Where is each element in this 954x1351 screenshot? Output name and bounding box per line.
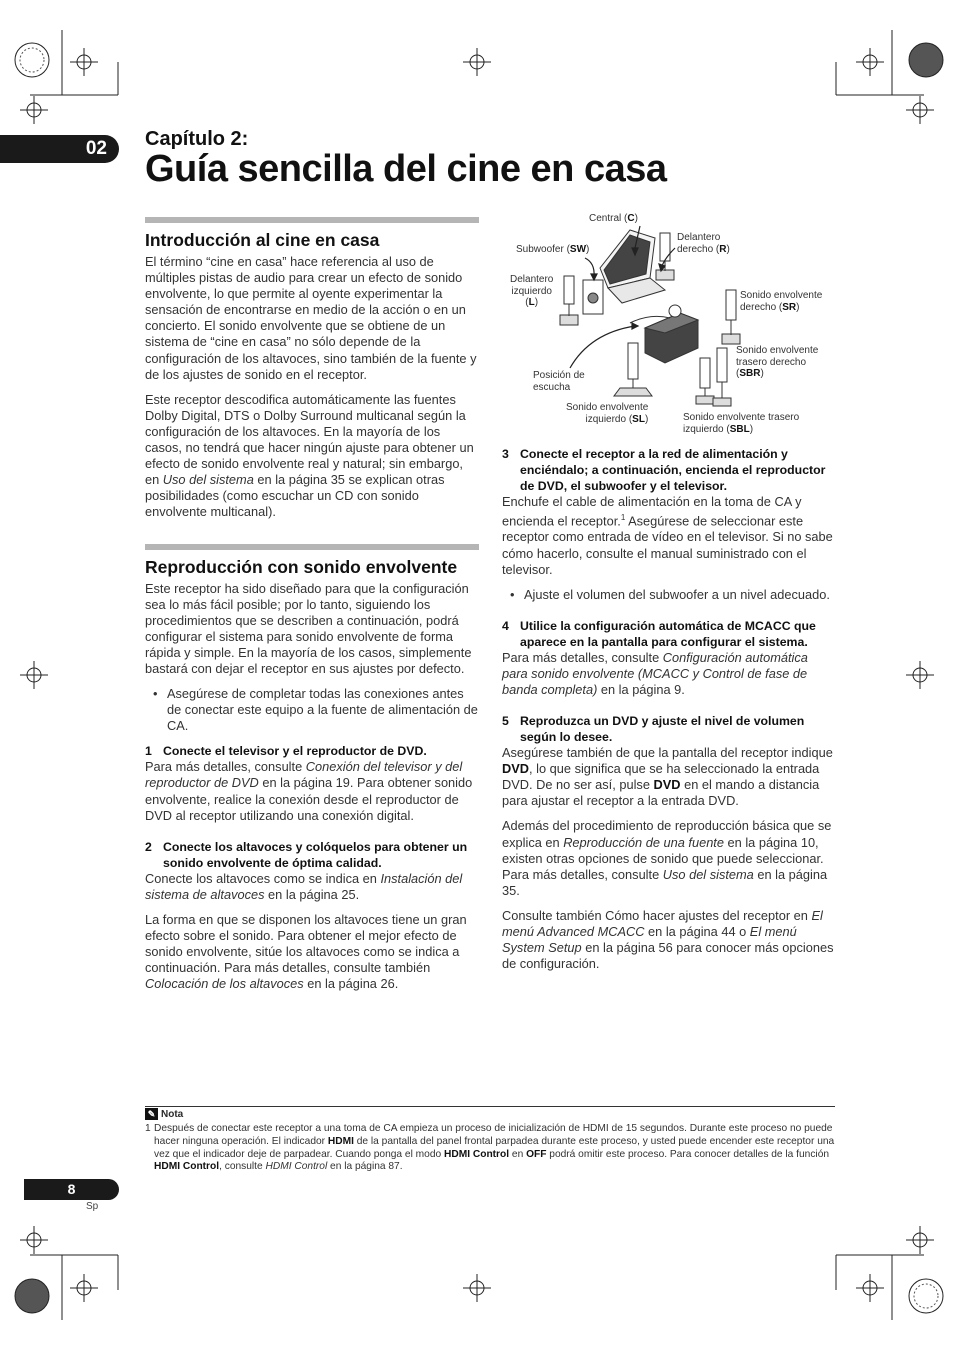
label-surround-back-left: Sonido envolvente trasero izquierdo (SBL) [683,412,800,435]
footnote: 1 Después de conectar este receptor a una toma de CA empieza un proceso de inicialización de HDMI de 15 segundos. Durante este proceso no puede hacer ninguna operación. El indicador HDMI de la pantalla del panel frontal parpadea durante este proceso, y usted puede encender este receptor una vez que el indicador deje de parpadear. Cuando ponga el modo HDMI Control en OFF podrá omitir este proceso. Para conocer detalles de la función HDMI Control, consulte HDMI Control en la página 87. [145,1123,835,1173]
paragraph: Este receptor descodifica automáticamente las fuentes Dolby Digital, DTS o Dolby Surround multicanal según la configuración de los altavoces. En la mayoría de los casos, no tendrá que hacer ningún ajuste para obtener un efecto de sonido envolvente real y natural; sin embargo, en Uso del sistema en la página 35 se explican otras posibilidades (como escuchar un CD con sonido envolvente multicanal). [145,391,474,520]
note-title: ✎ Nota [145,1108,183,1120]
chapter-number-tab: 02 [0,135,119,163]
paragraph: Además del procedimiento de reproducción básica que se explica en Reproducción de una fuente en la página 10, existen otras opciones de sonido que puede seleccionar. Para más detalles, consulte Uso del sistema en la página 35. [502,818,832,898]
paragraph: Este receptor ha sido diseñado para que la configuración sea lo más fácil posible; por lo tanto, siguiendo los procedimientos que se describen a continuación, podrá configurar el sistema para sonido envolvente de forma rápida y simple. En la mayoría de los casos, simplemente bastará con dejar el receptor en sus ajustes por defecto. [145,580,472,676]
section-title-intro: Introducción al cine en casa [145,230,380,250]
paragraph: Asegúrese también de que la pantalla del receptor indique DVD, lo que significa que se ha seleccionado la entrada DVD. De no ser así, pulse DVD en el mando a distancia para ajustar el receptor a la entrada DVD. [502,745,833,809]
bullet-item: • Asegúrese de completar todas las conexiones antes de conectar este equipo a la fuente de alimentación de CA. [153,686,478,734]
paragraph: Conecte los altavoces como se indica en Instalación del sistema de altavoces en la página 25. [145,870,463,902]
paragraph: El término “cine en casa” hace referencia al uso de múltiples pistas de audio para crear un efecto de sonido envolvente, lo que permite al oyente experimentar la sensación de encontrarse en medio de la acción o en un concierto. El sonido envolvente que se obtiene de un sistema de “cine en casa” no sólo depende de la configuración de los altavoces, sino también de la fuente y de los ajustes de sonido en el receptor. [145,254,477,382]
step-heading: 1 Conecte el televisor y el reproductor de DVD. [145,744,427,759]
section-title-surround: Reproducción con sonido envolvente [145,556,458,577]
label-subwoofer: Subwoofer (SW) [516,244,590,255]
section-bar [145,544,479,550]
label-surround-left: Sonido envolvente izquierdo (SL) [566,402,649,425]
label-surround-right: Sonido envolvente derecho (SR) [740,290,823,313]
bullet-item: • Ajuste el volumen del subwoofer a un nivel adecuado. [510,586,830,602]
page-language: Sp [86,1201,99,1212]
note-divider [145,1106,835,1107]
speaker-diagram [500,208,840,438]
paragraph: La forma en que se disponen los altavoces tiene un gran efecto sobre el sonido. Para obtener el mejor efecto de sonido envolvente, sitúe los altavoces como se indica a continuación. Para más detalles, consulte también Colocación de los altavoces en la página 26. [145,911,467,992]
step-heading: 5 Reproduzca un DVD y ajuste el nivel de volumen según lo desee. [502,714,805,745]
label-listening-position: Posición de escucha [533,370,585,393]
step-heading: 4 Utilice la configuración automática de MCACC que aparece en la pantalla para configurar el sistema. [502,618,816,649]
right-column [502,446,836,981]
label-front-right: Delantero derecho (R) [677,232,730,255]
label-center: Central (C) [589,213,638,224]
speaker-illustration [500,208,840,438]
chapter-label: Capítulo 2: [145,128,249,150]
paragraph: Para más detalles, consulte Conexión del televisor y del reproductor de DVD en la página 19. Para obtener sonido envolvente, realice la conexión desde el reproductor de DVD al receptor utilizando una conexión digital. [145,759,473,823]
section-bar [145,217,479,223]
step-heading: 2 Conecte los altavoces y colóquelos para obtener un sonido envolvente de óptima calidad. [145,839,468,870]
paragraph: Consulte también Cómo hacer ajustes del receptor en El menú Advanced MCACC en la página 44 o El menú System Setup en la página 56 para conocer más opciones de configuración. [502,907,834,972]
paragraph: Para más detalles, consulte Configuración automática para sonido envolvente (MCACC y Control de fase de banda completa) en la página 9. [502,649,808,698]
paragraph: Enchufe el cable de alimentación en la toma de CA y encienda el receptor.$^1$ Asegúrese de seleccionar este receptor como entrada de vídeo en el televisor. Si no sabe cómo hacerlo, consulte el manual suministrado con el televisor. [502,494,833,577]
page-title: Guía sencilla del cine en casa [145,148,667,190]
page-number: 8 [24,1179,119,1200]
step-heading: 3 Conecte el receptor a la red de alimentación y enciéndalo; a continuación, encienda el reproductor de DVD, el subwoofer y el televisor. [502,447,826,493]
label-surround-back-right: Sonido envolvente trasero derecho (SBR) [736,345,819,379]
label-front-left: Delantero izquierdo (L) [510,274,554,308]
note-icon: ✎ [145,1108,158,1120]
left-column [145,217,479,1001]
